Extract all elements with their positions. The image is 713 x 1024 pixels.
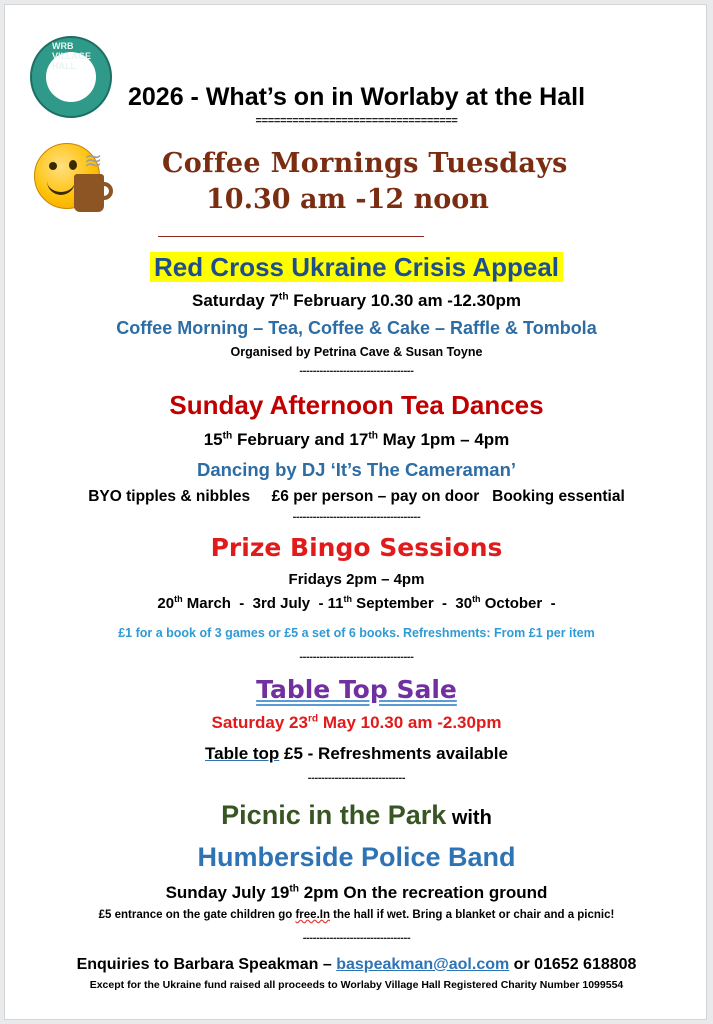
- ukraine-date: Saturday 7th February 10.30 am -12.30pm: [191, 291, 522, 310]
- table-top-separator: -----------------------------: [307, 772, 406, 784]
- coffee-mornings-time: 10.30 am -12 noon: [206, 184, 489, 215]
- picnic-date: Sunday July 19th 2pm On the recreation ground: [165, 883, 548, 902]
- email-link[interactable]: baspeakman@aol.com: [336, 956, 510, 973]
- tea-dances-dates: 15th February and 17th May 1pm – 4pm: [203, 430, 510, 449]
- tea-dances-dj: Dancing by DJ ‘It’s The Cameraman’: [196, 459, 517, 480]
- tea-dances-title: Sunday Afternoon Tea Dances: [169, 390, 544, 420]
- mug-icon: [74, 174, 104, 212]
- enquiries-line: Enquiries to Barbara Speakman – baspeakman@aol.com or 01652 618808: [76, 956, 637, 973]
- title-underline: =================================: [255, 115, 458, 127]
- page-title: 2026 - What’s on in Worlaby at the Hall: [128, 83, 586, 111]
- charity-note: Except for the Ukraine fund raised all proceeds to Worlaby Village Hall Registered Charity Number 1099554: [89, 979, 624, 991]
- village-hall-logo: [30, 36, 112, 118]
- bingo-title: Prize Bingo Sessions: [210, 533, 503, 562]
- picnic-title-line: Picnic in the Park with: [221, 800, 492, 830]
- ukraine-subtitle: Coffee Morning – Tea, Coffee & Cake – Raffle & Tombola: [116, 318, 597, 338]
- steam-icon: ≋: [84, 148, 103, 173]
- picnic-separator: --------------------------------: [302, 932, 411, 944]
- coffee-mornings-title: Coffee Mornings Tuesdays: [162, 148, 568, 179]
- table-top-price: Table top £5 - Refreshments available: [205, 744, 508, 763]
- bingo-dates: 20th March - 3rd July - 11th September - 30th October -: [157, 594, 556, 612]
- table-top-date: Saturday 23rd May 10.30 am -2.30pm: [211, 713, 502, 732]
- bingo-separator: ----------------------------------: [299, 651, 414, 663]
- bingo-time: Fridays 2pm – 4pm: [288, 571, 425, 588]
- bingo-prices: £1 for a book of 3 games or £5 a set of 6 books. Refreshments: From £1 per item: [118, 626, 595, 640]
- ukraine-separator: ----------------------------------: [299, 365, 414, 377]
- coffee-divider: [158, 236, 424, 237]
- picnic-info: £5 entrance on the gate children go free.In the hall if wet. Bring a blanket or chair and a picnic!: [98, 909, 615, 921]
- police-band-title: Humberside Police Band: [197, 842, 516, 872]
- table-top-title: Table Top Sale: [256, 675, 457, 704]
- tea-dances-info: BYO tipples & nibbles £6 per person – pay on door Booking essential: [88, 488, 625, 505]
- ukraine-organiser: Organised by Petrina Cave & Susan Toyne: [230, 345, 483, 359]
- ukraine-appeal-title: Red Cross Ukraine Crisis Appeal: [150, 252, 563, 282]
- logo-text: WRB VILLAGE HALL: [52, 41, 92, 71]
- tea-separator: --------------------------------------: [292, 511, 421, 523]
